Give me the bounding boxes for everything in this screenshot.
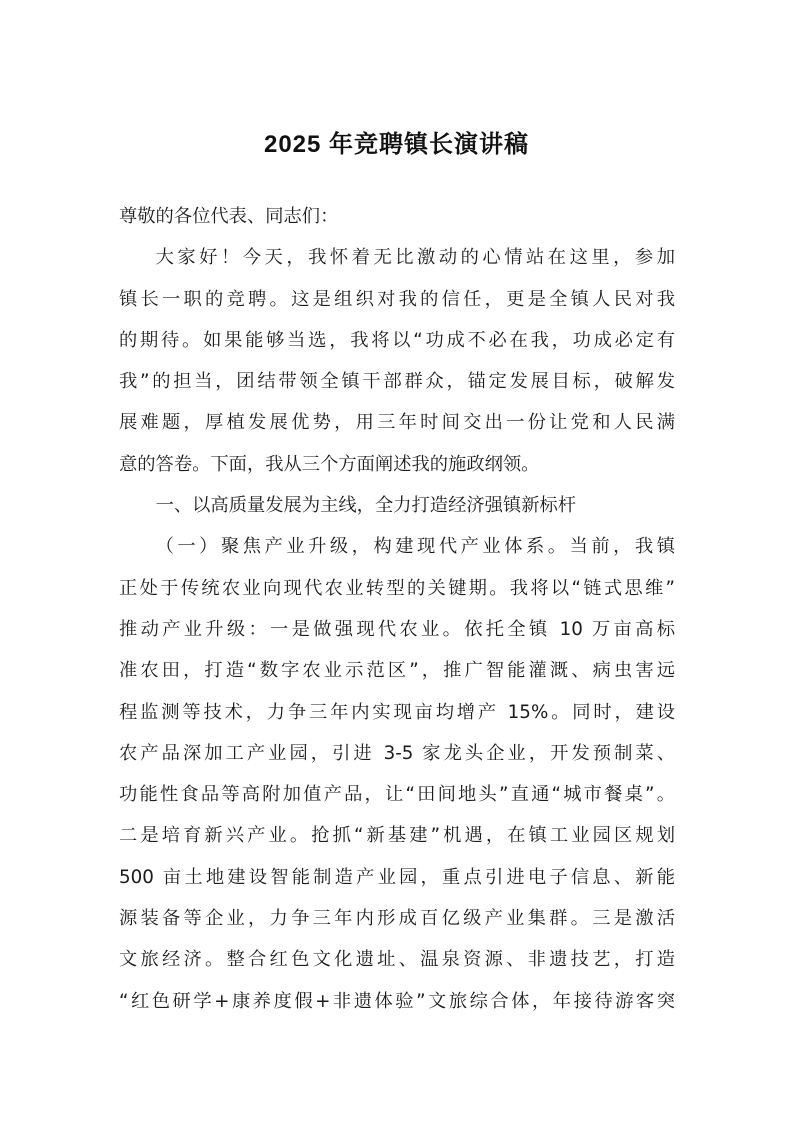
- document-body: [119, 196, 675, 1022]
- paragraph-line: 展难题，厚植发展优势，用三年时间交出一份让党和人民满: [119, 412, 675, 434]
- section-heading-line: 一、以高质量发展为主线，全力打造经济强镇新标杆: [155, 495, 577, 517]
- section-heading-1: [119, 485, 675, 526]
- paragraph-line: 程监测等技术，力争三年内实现亩均增产 15%。同时，建设: [119, 701, 675, 723]
- page-title: 2025 年竞聘镇长演讲稿: [263, 131, 530, 158]
- paragraph-line: 农产品深加工产业园，引进 3-5 家龙头企业，开发预制菜、: [119, 742, 675, 764]
- paragraph-line: 正处于传统农业向现代农业转型的关键期。我将以“链式思维”: [119, 577, 675, 599]
- paragraph-line: 二是培育新兴产业。抢抓“新基建”机遇，在镇工业园区规划: [119, 825, 675, 847]
- paragraph-opening: [119, 237, 675, 485]
- paragraph-line: “红色研学+康养度假+非遗体验”文旅综合体，年接待游客突: [119, 990, 675, 1012]
- paragraph-line: 准农田，打造“数字农业示范区”，推广智能灌溉、病虫害远: [119, 660, 675, 682]
- paragraph-industry: [119, 526, 675, 1022]
- paragraph-line: 镇长一职的竞聘。这是组织对我的信任，更是全镇人民对我: [119, 288, 675, 310]
- paragraph-line: 我”的担当，团结带领全镇干部群众，锚定发展目标，破解发: [119, 371, 675, 393]
- paragraph-line: 的期待。如果能够当选，我将以“功成不必在我，功成必定有: [119, 329, 675, 351]
- paragraph-line: 源装备等企业，力争三年内形成百亿级产业集群。三是激活: [119, 908, 675, 930]
- paragraph-line: 500 亩土地建设智能制造产业园，重点引进电子信息、新能: [119, 866, 675, 888]
- salutation-line: 尊敬的各位代表、同志们：: [119, 206, 339, 227]
- paragraph-line: 推动产业升级：一是做强现代农业。依托全镇 10 万亩高标: [119, 618, 675, 640]
- salutation: [119, 196, 675, 237]
- paragraph-line: 文旅经济。整合红色文化遗址、温泉资源、非遗技艺，打造: [119, 949, 675, 971]
- paragraph-line: 大家好！今天，我怀着无比激动的心情站在这里，参加: [155, 247, 675, 269]
- paragraph-line: 意的答卷。下面，我从三个方面阐述我的施政纲领。: [119, 453, 540, 475]
- paragraph-line: 功能性食品等高附加值产品，让“田间地头”直通“城市餐桌”。: [119, 784, 675, 806]
- paragraph-line: （一）聚焦产业升级，构建现代产业体系。当前，我镇: [155, 536, 675, 558]
